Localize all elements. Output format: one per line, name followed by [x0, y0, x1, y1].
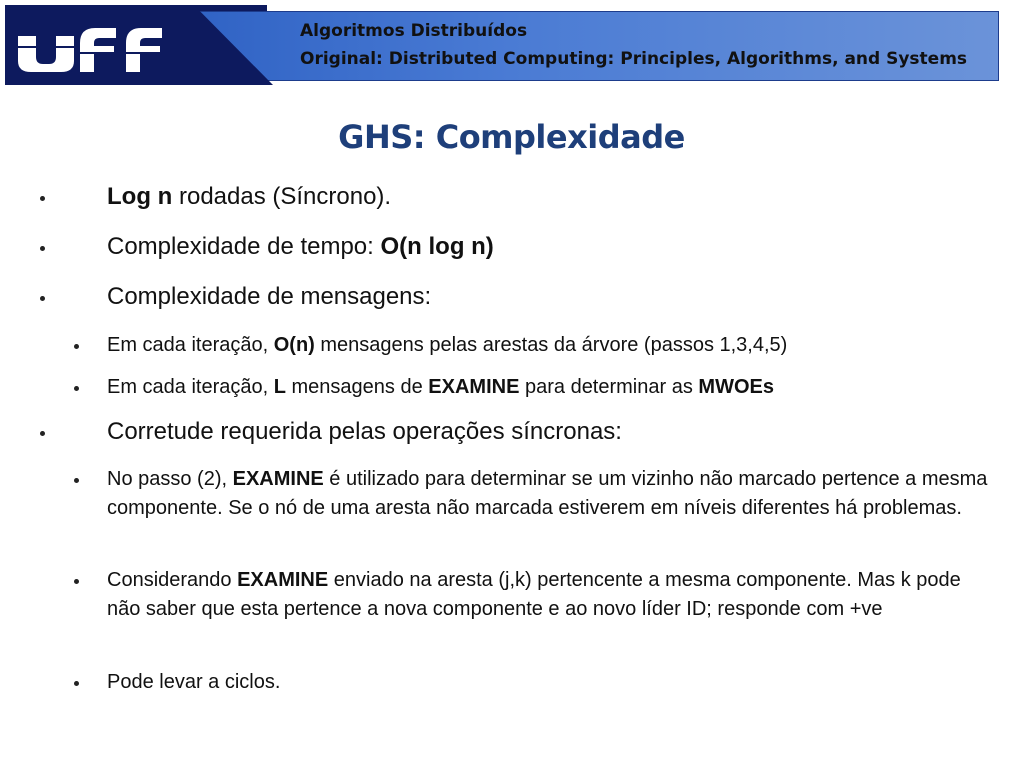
- bullet-bold-text: Log n: [107, 183, 173, 210]
- bullet-text: Complexidade de mensagens:: [107, 283, 432, 310]
- bullet-bold-text: EXAMINE: [428, 376, 520, 398]
- bullet-text: Em cada iteração,: [107, 334, 274, 356]
- bullet-text: mensagens de: [285, 376, 429, 398]
- bullet-bold-text: EXAMINE: [232, 468, 324, 490]
- bullet-dot-icon: [74, 386, 79, 391]
- sub-bullet-item: [107, 373, 997, 402]
- bullet-dot-icon: [40, 431, 45, 436]
- bullet-text: Pode levar a ciclos.: [107, 671, 281, 693]
- bullet-dot-icon: [74, 681, 79, 686]
- slide-header: [5, 5, 997, 85]
- slide-title: GHS: Complexidade: [338, 118, 685, 156]
- header-title: [300, 17, 967, 73]
- bullet-item: [107, 183, 997, 211]
- bullet-dot-icon: [74, 344, 79, 349]
- bullet-bold-text: L: [273, 376, 286, 398]
- sub-bullet-item: [107, 331, 997, 360]
- bullet-text: Complexidade de tempo:: [107, 233, 381, 260]
- original-source: Original: Distributed Computing: Principles, Algorithms, and Systems: [300, 49, 968, 69]
- bullet-text: No passo (2),: [107, 468, 233, 490]
- bullet-bold-text: MWOEs: [698, 376, 774, 398]
- uff-logo: [13, 17, 181, 77]
- sub-bullet-item: [107, 668, 997, 697]
- bullet-bold-text: O(n log n): [380, 233, 494, 260]
- sub-bullet-item: [107, 566, 997, 624]
- bullet-dot-icon: [40, 246, 45, 251]
- bullet-item: [107, 418, 997, 446]
- bullet-dot-icon: [74, 579, 79, 584]
- bullet-item: [107, 283, 997, 311]
- bullet-text: para determinar as: [519, 376, 699, 398]
- bullet-dot-icon: [40, 296, 45, 301]
- bullet-dot-icon: [74, 478, 79, 483]
- bullet-text: enviado na aresta (j,k) pertencente a mesma componente. Mas k pode não saber que esta pertence a nova componente e ao novo líder ID; responde com +ve: [107, 569, 961, 620]
- bullet-bold-text: EXAMINE: [237, 569, 329, 591]
- bullet-bold-text: O(n): [273, 334, 315, 356]
- sub-bullet-item: [107, 465, 997, 523]
- bullet-text: Considerando: [107, 569, 238, 591]
- bullet-text: mensagens pelas arestas da árvore (passos 1,3,4,5): [314, 334, 788, 356]
- bullet-item: [107, 233, 997, 261]
- bullet-text: é utilizado para determinar se um vizinho não marcado pertence a mesma componente. Se o nó de uma aresta não marcada estiverem em níveis diferentes há problemas.: [107, 468, 988, 519]
- bullet-text: Corretude requerida pelas operações síncronas:: [107, 418, 622, 445]
- course-name: Algoritmos Distribuídos: [300, 21, 528, 41]
- bullet-text: rodadas (Síncrono).: [172, 183, 392, 210]
- bullet-text: Em cada iteração,: [107, 376, 274, 398]
- bullet-dot-icon: [40, 196, 45, 201]
